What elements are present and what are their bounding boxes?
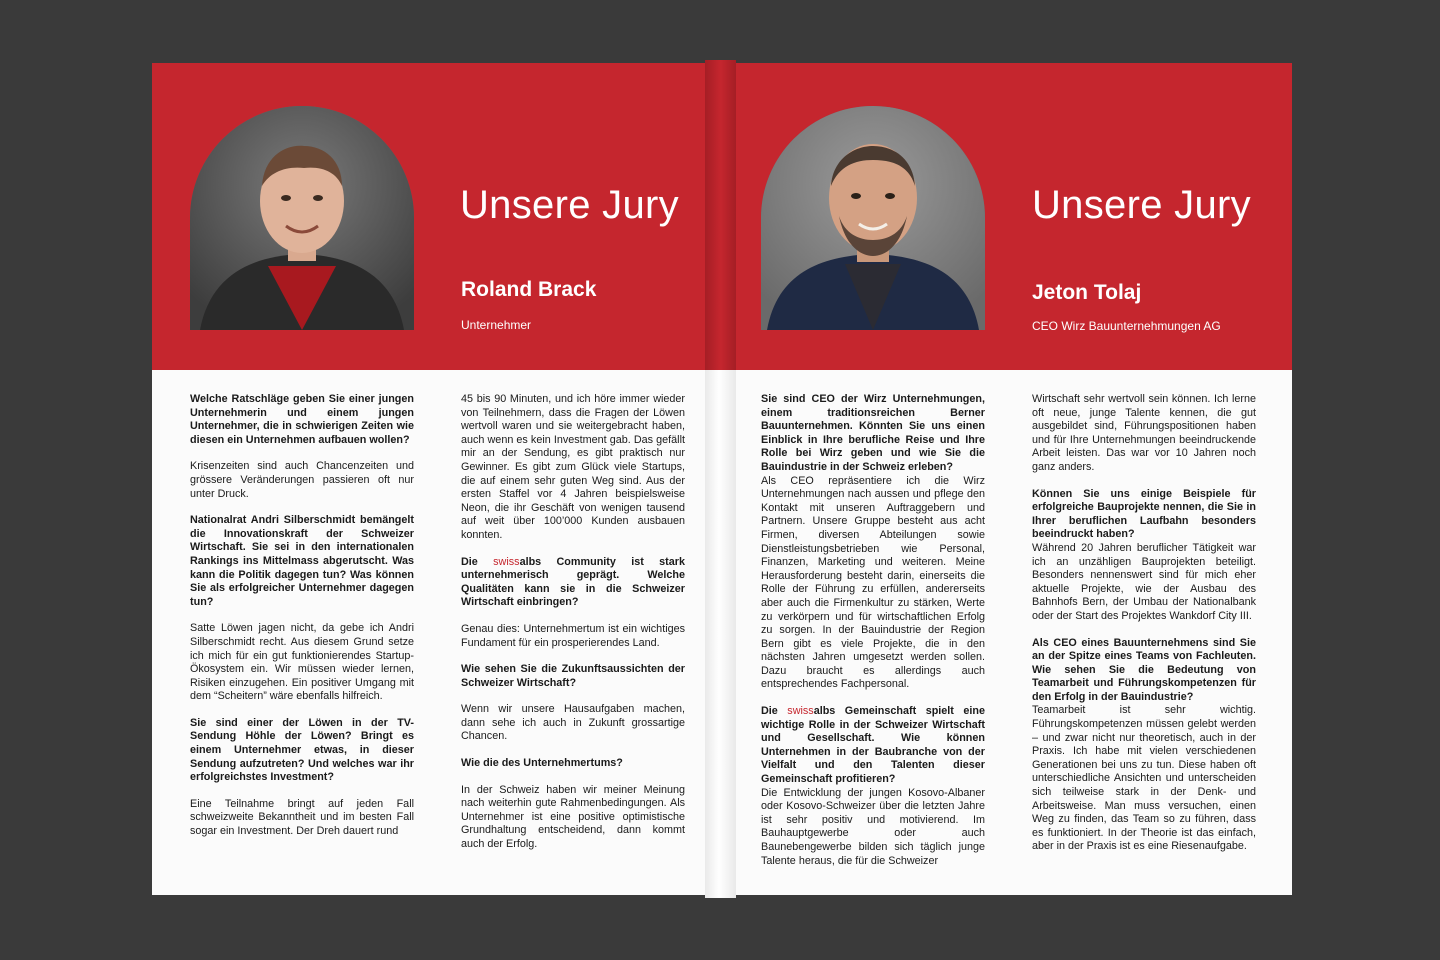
question: Wie die des Unternehmertums? (461, 757, 623, 770)
spine-red-band (705, 60, 736, 370)
answer: Teamarbeit ist sehr wichtig. Führungskompetenzen müssen gelebt werden – und zwar nicht nur theoretisch, auch in der Praxis. Ich habe mit vielen verschiedenen Generationen bei uns zu tun. Diese haben oft unterschiedliche Ansichten und unterscheiden sich teilweise stark in der Denk- und Arbeitsweise. Man muss versuchen, einen Weg zu finden, das Team so zu führen, dass es funktioniert. In der Theorie ist das einfach, aber in der Praxis ist es eine Riesenaufgabe. (1032, 704, 1256, 853)
right-column-2 (1032, 393, 1256, 867)
portrait-jeton-tolaj (761, 106, 985, 330)
question: Welche Ratschläge geben Sie einer jungen Unternehmerin und einem jungen Unternehmer, die in schwierigen Zeiten wie diesen ein Unternehmen aufbauen wollen? (190, 393, 414, 446)
jury-role: CEO Wirz Bauunternehmungen AG (1032, 319, 1221, 333)
answer: Als CEO repräsentiere ich die Wirz Unternehmungen nach aussen und pflege den Kontakt mit unseren Auftraggebern und Partnern. Unsere Gruppe besteht aus acht Firmen, diversen Abteilungen sowie Dienstleistungsbetrieben wie Personal, Finanzen, Marketing und weiteren. Meine Herausforderung besteht darin, einerseits die Rolle der Führung zu erfüllen, andererseits aber auch die Firmenkultur zu stärken, Werte zu verkörpern und für wirtschaftlichen Erfolg zu sorgen. In der Bauindustrie der Region Bern gibt es viele Projekte, die in den nächsten Jahren umgesetzt werden sollen. Dazu braucht es allerdings auch entsprechendes Fachpersonal. (761, 474, 985, 691)
left-column-1 (190, 393, 414, 852)
question: Die swissalbs Gemeinschaft spielt eine wichtige Rolle in der Schweizer Wirtschaft und Gesellschaft. Wie können Unternehmen in der Baubranche von der Vielfalt und den Talenten dieser Gemeinschaft profitieren? (761, 705, 985, 786)
question: Können Sie uns einige Beispiele für erfolgreiche Bauprojekte nennen, die Sie in Ihrer beruflichen Laufbahn besonders beeindruckt haben? (1032, 487, 1256, 541)
page-title: Unsere Jury (460, 183, 679, 227)
answer: In der Schweiz haben wir meiner Meinung nach weiterhin gute Rahmenbedingungen. Als Unternehmer ist eine positive optimistische Grundhaltung entscheidend, dann kommt auch der Erfolg. (461, 783, 685, 851)
answer: Wirtschaft sehr wertvoll sein können. Ich lerne oft neue, junge Talente kennen, die gut ausgebildet sind, Führungspositionen haben und für Ihre Unternehmungen beeindruckende Arbeit leisten. Das war vor 10 Jahren noch ganz anders. (1032, 393, 1256, 473)
answer: Satte Löwen jagen nicht, da gebe ich Andri Silberschmidt recht. Aus diesem Grund setze ich mich für ein gut funktionierendes Startup-Ökosystem ein. Wir müssen wieder lernen, Risiken einzugehen. Ein positiver Umgang mit dem “Scheitern” wäre ebenfalls hilfreich. (190, 622, 414, 703)
right-column-1 (761, 393, 985, 881)
jury-name: Jeton Tolaj (1032, 281, 1142, 304)
right-page (736, 63, 1292, 895)
jury-role: Unternehmer (461, 318, 532, 332)
portrait-roland-brack (190, 106, 414, 330)
left-page (152, 63, 705, 895)
answer: Wenn wir unsere Hausaufgaben machen, dann sehe ich auch in Zukunft grossartige Chancen. (461, 703, 685, 743)
brand-swiss: swiss (787, 705, 814, 718)
question: Sie sind CEO der Wirz Unternehmungen, einem traditionsreichen Berner Bauunternehmen. Könnten Sie uns einen Einblick in Ihre berufliche Reise und Ihre Rolle bei Wirz geben und wie Sie die Bauindustrie in der Schweiz erleben? (761, 393, 985, 473)
question: Wie sehen Sie die Zukunftsaussichten der Schweizer Wirtschaft? (461, 663, 685, 689)
answer: Die Entwicklung der jungen Kosovo-Albaner oder Kosovo-Schweizer über die letzten Jahre ist sehr positiv und motivierend. Im Bauhauptgewerbe oder auch Baunebengewerbe bilden sich täglich junge Talente heraus, die für die Schweizer (761, 786, 985, 867)
answer: Während 20 Jahren beruflicher Tätigkeit war ich an unzähligen Bauprojekten beteiligt. Besonders nennenswert sind für mich eher aktuelle Projekte, wie der Ausbau des Bahnhofs Bern, der Umbau der Nationalbank oder der Start des Projektes Wankdorf City III. (1032, 541, 1256, 622)
question: Als CEO eines Bauunternehmens sind Sie an der Spitze eines Teams von Fachleuten. Wie sehen Sie die Bedeutung von Teamarbeit und Führungskompetenzen für den Erfolg in der Bauindustrie? (1032, 636, 1256, 703)
question: Die swissalbs Community ist stark unternehmerisch geprägt. Welche Qualitäten kann sie in die Schweizer Wirtschaft einbringen? (461, 555, 685, 609)
brand-swiss: swiss (493, 555, 520, 568)
answer: 45 bis 90 Minuten, und ich höre immer wieder von Teilnehmern, dass die Fragen der Löwen wertvoll waren und sie weitergebracht haben, auch wenn es kein Investment gab. Das gefällt mir an der Sendung, es gibt praktisch nur Gewinner. Es gibt zum Glück viele Startups, die auf einem sehr guten Weg sind. Aus der ersten Staffel vor 4 Jahren beispielsweise Neon, die ihr Geschäft von wenigen tausend auf weit über 100’000 Kunden ausbauen konnten. (461, 393, 685, 541)
question: Sie sind einer der Löwen in der TV-Sendung Höhle der Löwen? Bringt es einem Unternehmer etwas, in dieser Sendung aufzutreten? Und welches war ihr erfolgreichstes Investment? (190, 716, 414, 784)
page-title: Unsere Jury (1032, 183, 1251, 227)
answer: Genau dies: Unternehmertum ist ein wichtiges Fundament für ein prosperierendes Land. (461, 622, 685, 649)
jury-name: Roland Brack (461, 278, 597, 301)
left-column-2 (461, 393, 685, 865)
answer: Eine Teilnahme bringt auf jeden Fall schweizweite Bekanntheit und im besten Fall sogar ein Investment. Der Dreh dauert rund (190, 797, 414, 838)
answer: Krisenzeiten sind auch Chancenzeiten und grössere Veränderungen passieren oft nur unter Druck. (190, 460, 414, 500)
question: Nationalrat Andri Silberschmidt bemängelt die Innovationskraft der Schweizer Wirtschaft. Sie sei in den internationalen Rankings ins Mittelmass abgerutscht. Was kann die Politik dagegen tun? Was können Sie als erfolgreicher Unternehmer dagegen tun? (190, 514, 414, 608)
